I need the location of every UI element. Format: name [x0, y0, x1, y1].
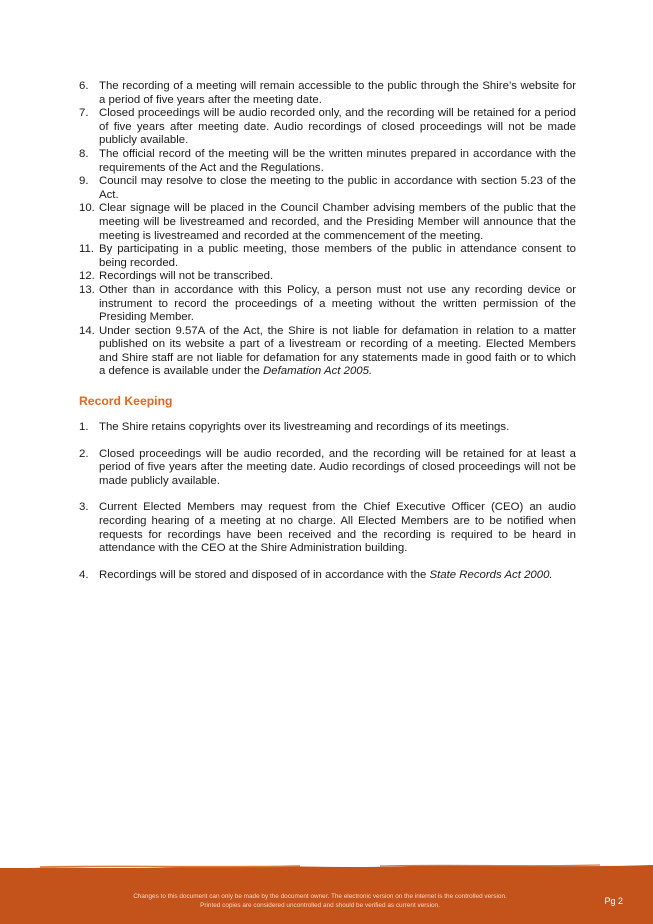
list-text: Closed proceedings will be audio recorded, and the recording will be retained for at least a period of five years after the meeting date. Audio recordings of closed proceedings will not be made publicly available. — [99, 447, 576, 487]
list-number: 12. — [79, 270, 95, 283]
list-text-plain: Under section 9.57A of the Act, the Shire is not liable for defamation in relation to a matter published on its website a part of a livestream or recording of a meeting. Elected Members and Shire staff are not liable for defamation for any statements made in good faith or to which a defence is available under the — [99, 324, 576, 378]
list-text: The recording of a meeting will remain accessible to the public through the Shire’s website for a period of five years after the meeting date. — [99, 80, 576, 106]
act-title: Defamation Act 2005. — [263, 365, 373, 378]
list-text: Closed proceedings will be audio recorded only, and the recording will be retained for a period of five years after meeting date. Audio recordings of closed proceedings will not be made publicly available. — [99, 107, 576, 147]
list-text: Recordings will not be transcribed. — [99, 270, 274, 283]
list-item — [79, 202, 576, 243]
list-item — [79, 569, 576, 583]
policy-list — [79, 80, 576, 379]
list-text: Council may resolve to close the meeting to the public in accordance with section 5.23 of the Act. — [99, 175, 576, 201]
list-number: 6. — [79, 80, 89, 92]
list-item — [79, 148, 576, 175]
list-item — [79, 80, 576, 107]
footer-disclaimer — [0, 892, 640, 910]
list-number: 4. — [79, 568, 89, 581]
list-item — [79, 243, 576, 270]
footer-disclaimer-line: Changes to this document can only be made by the document owner. The electronic version on the internet is the controlled version. — [133, 893, 507, 900]
list-text: Clear signage will be placed in the Council Chamber advising members of the public that the meeting will be livestreamed and recorded, and the Presiding Member will announce that the meeting is livestreamed and recorded at the commencement of the meeting. — [99, 202, 576, 242]
list-number: 1. — [79, 421, 89, 434]
list-item — [79, 448, 576, 489]
list-number: 10. — [79, 202, 95, 215]
list-number: 2. — [79, 447, 89, 460]
list-number: 13. — [79, 283, 95, 296]
list-number: 7. — [79, 107, 89, 120]
list-item — [79, 270, 576, 284]
list-item — [79, 421, 576, 435]
list-text: The official record of the meeting will be the written minutes prepared in accordance with the requirements of the Act and the Regulations. — [99, 147, 576, 174]
record-keeping-list — [79, 421, 576, 582]
list-number: 8. — [79, 147, 89, 160]
list-text — [99, 569, 553, 581]
document-body — [79, 80, 576, 595]
list-item — [79, 107, 576, 148]
list-item — [79, 175, 576, 202]
footer-disclaimer-line: Printed copies are considered uncontrolled and should be verified as current version. — [200, 902, 440, 909]
list-number: 11. — [79, 243, 94, 256]
list-item — [79, 325, 576, 379]
list-item — [79, 284, 576, 325]
list-text: The Shire retains copyrights over its livestreaming and recordings of its meetings. — [99, 421, 510, 434]
page-number: Pg 2 — [604, 896, 623, 906]
list-number: 9. — [79, 175, 89, 188]
list-text-plain: Recordings will be stored and disposed of in accordance with the — [99, 568, 430, 581]
section-heading-record-keeping: Record Keeping — [79, 394, 173, 409]
list-text: Other than in accordance with this Policy, a person must not use any recording device or instrument to record the proceedings of a meeting without the written permission of the Presiding Member. — [99, 283, 576, 324]
list-item — [79, 501, 576, 555]
list-text: By participating in a public meeting, those members of the public in attendance consent to being recorded. — [99, 243, 576, 269]
list-text — [99, 325, 576, 378]
act-title: State Records Act 2000. — [429, 568, 553, 581]
list-number: 3. — [79, 501, 89, 514]
list-number: 14. — [79, 324, 95, 337]
list-text: Current Elected Members may request from the Chief Executive Officer (CEO) an audio recording hearing of a meeting at no charge. All Elected Members are to be notified when requests for recordings have been received and the recording is required to be heard in attendance with the CEO at the Shire Administration building. — [99, 501, 576, 555]
